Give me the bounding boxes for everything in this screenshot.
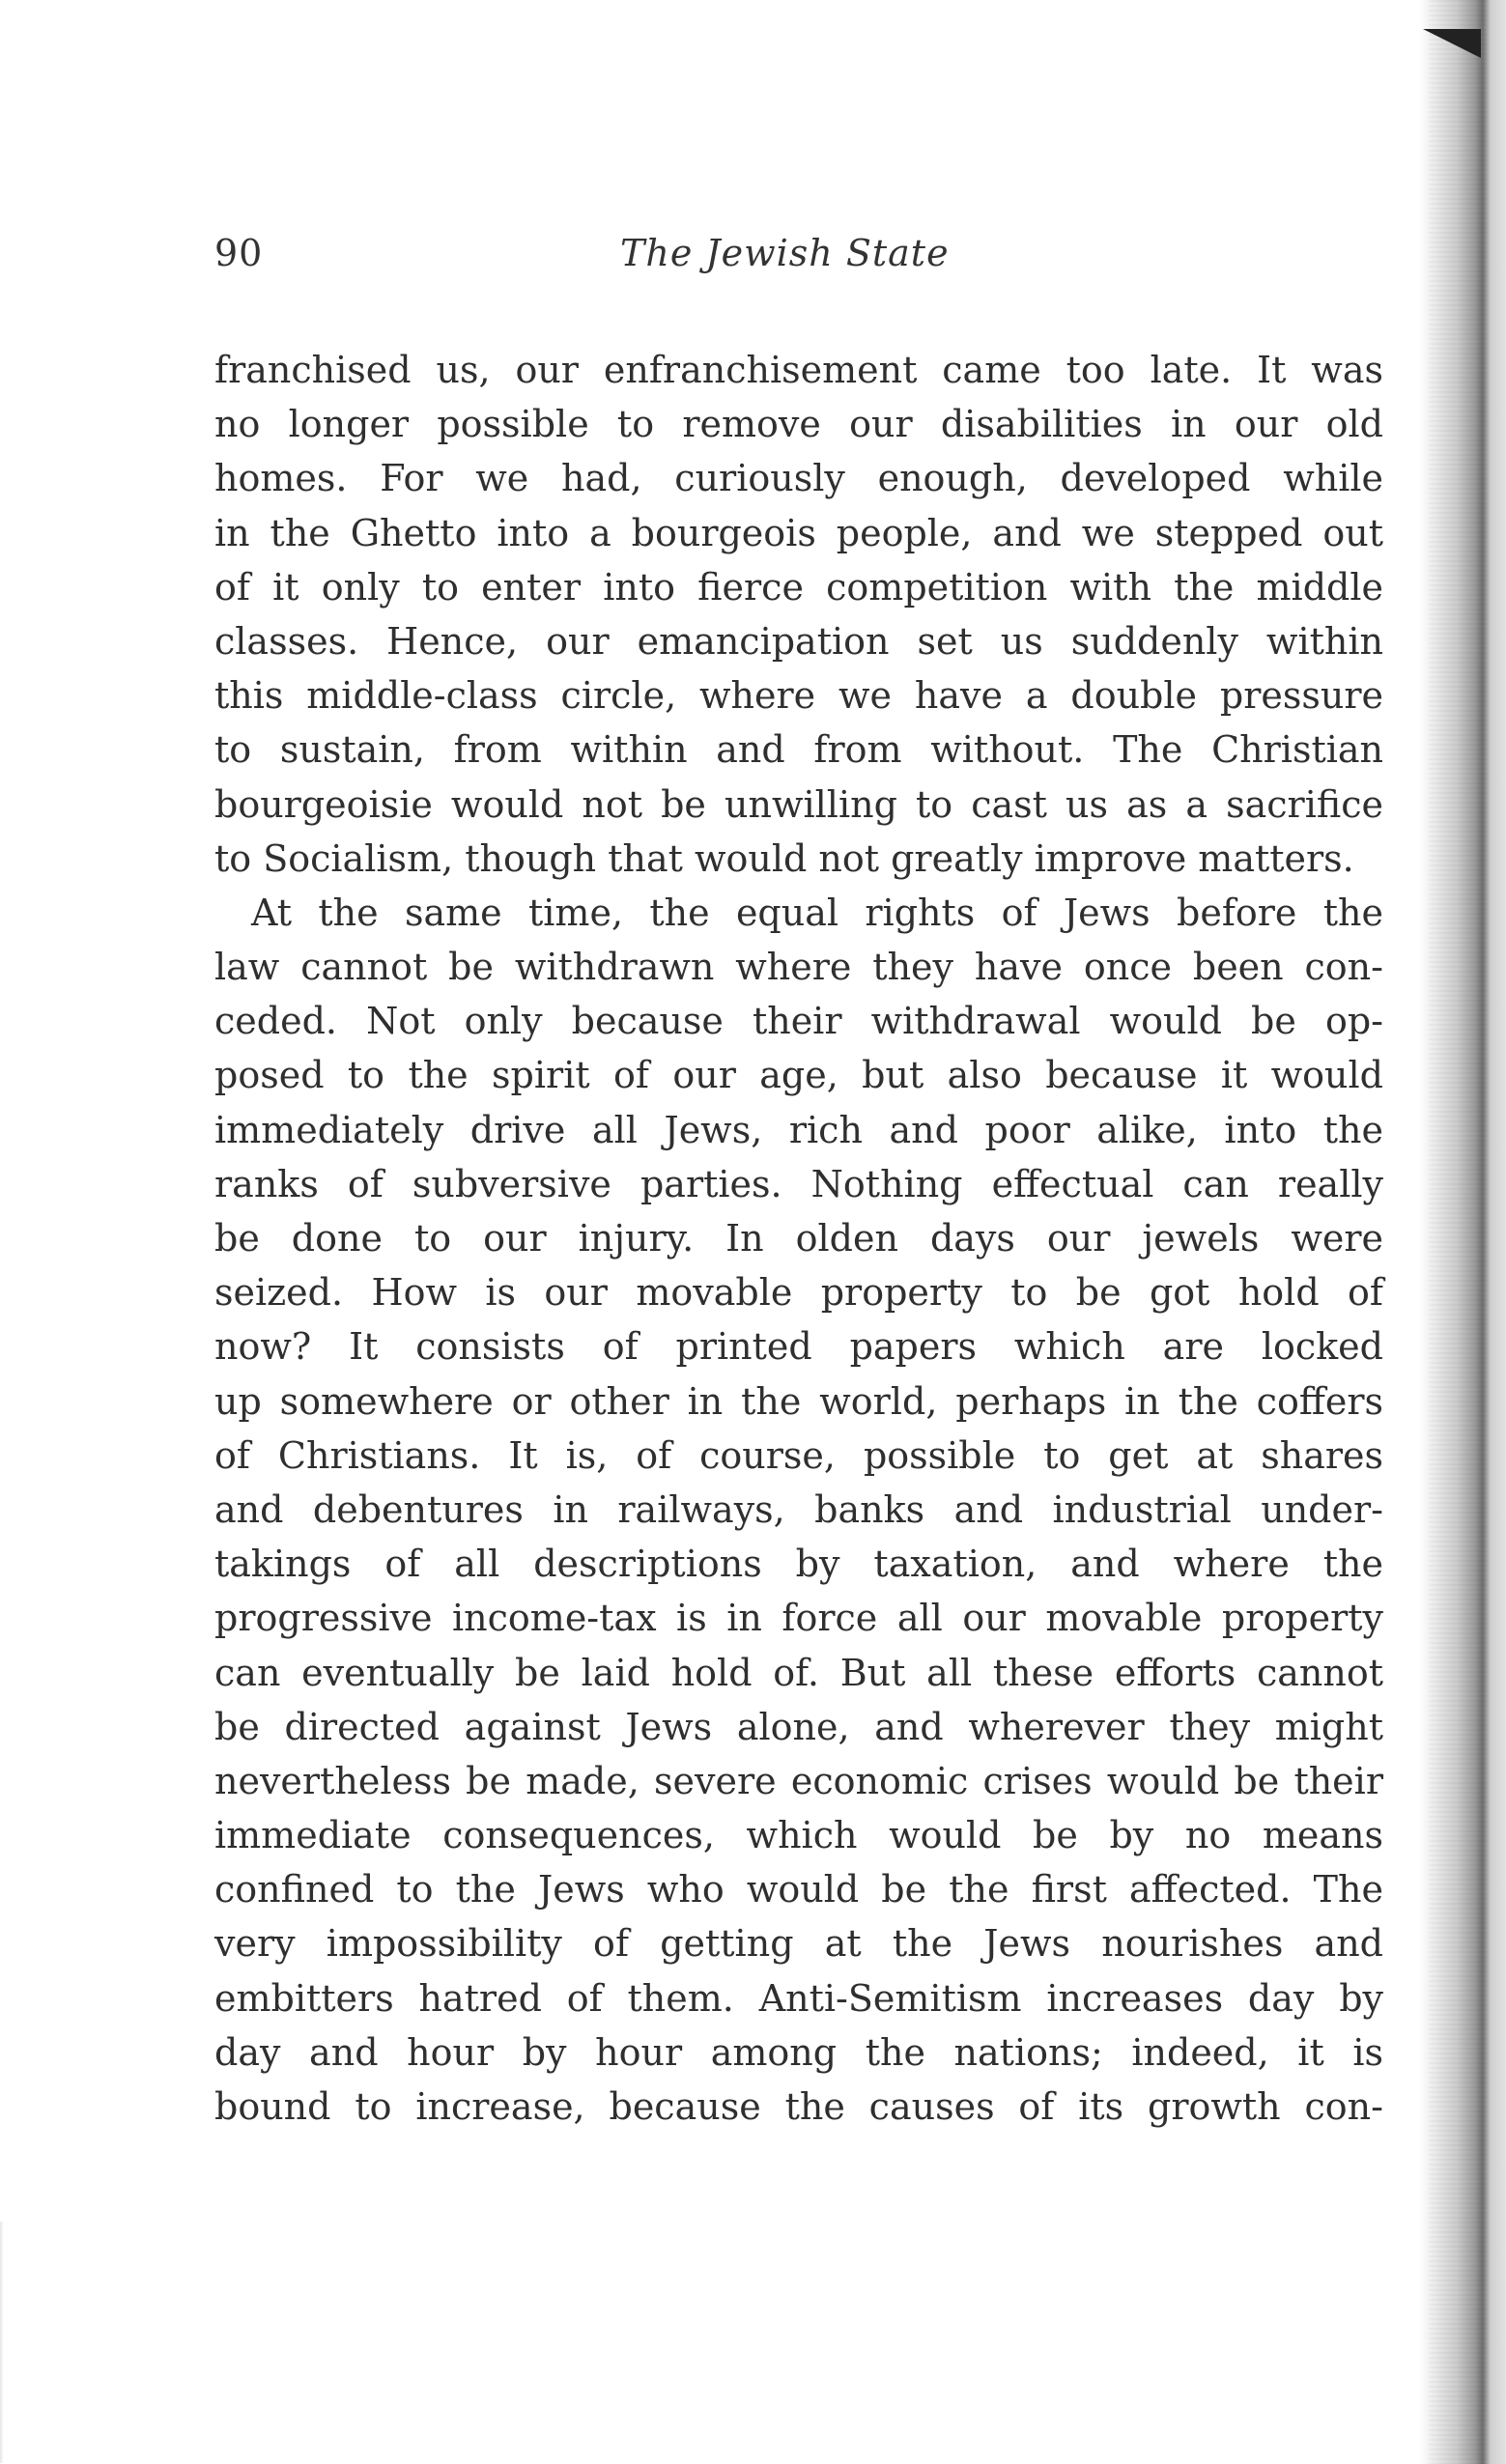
text-line: ranks of subversive parties. Nothing effectual can really (214, 1162, 1383, 1205)
text-line: confined to the Jews who would be the first affected. The (214, 1868, 1383, 1912)
text-line: seized. How is our movable property to be got hold of (214, 1271, 1383, 1315)
page-number: 90 (214, 232, 264, 274)
text-line: homes. For we had, curiously enough, developed while (214, 457, 1383, 500)
text-line: to Socialism, though that would not greatly improve matters. (214, 836, 1354, 880)
text-line: nevertheless be made, severe economic crises would be their (214, 1759, 1383, 1802)
text-line: be directed against Jews alone, and wherever they might (214, 1705, 1383, 1748)
text-line: up somewhere or other in the world, perhaps in the coffers (214, 1379, 1383, 1423)
text-line: bound to increase, because the causes of its growth con- (214, 2085, 1383, 2128)
body-text (214, 343, 1383, 2134)
text-line: of it only to enter into fierce competition with the middle (214, 565, 1383, 609)
text-line: classes. Hence, our emancipation set us suddenly within (214, 619, 1383, 663)
text-line: franchised us, our enfranchisement came too late. It was (214, 349, 1383, 391)
text-line: now? It consists of printed papers which are locked (214, 1325, 1383, 1369)
text-line: be done to our injury. In olden days our jewels were (214, 1217, 1383, 1260)
text-line: can eventually be laid hold of. But all these efforts cannot (214, 1651, 1383, 1694)
text-line: day and hour by hour among the nations; indeed, it is (214, 2030, 1383, 2074)
text-line: of Christians. It is, of course, possible to get at shares (214, 1433, 1383, 1477)
page-corner-mark (1423, 29, 1481, 58)
text-line: to sustain, from within and from without. The Christian (214, 728, 1383, 772)
text-line: immediately drive all Jews, rich and poor alike, into the (214, 1108, 1383, 1151)
text-line: bourgeoisie would not be unwilling to cast us as a sacrifice (214, 782, 1383, 826)
text-line: in the Ghetto into a bourgeois people, and we stepped out (214, 511, 1383, 554)
text-line: At the same time, the equal rights of Jews before the (251, 891, 1383, 934)
gutter-texture (1429, 0, 1487, 2464)
text-line: immediate consequences, which would be by no means (214, 1814, 1383, 1857)
text-line: this middle-class circle, where we have a double pressure (214, 674, 1383, 718)
text-line: progressive income-tax is in force all our movable property (214, 1597, 1383, 1640)
text-line: no longer possible to remove our disabilities in our old (214, 403, 1383, 446)
text-line: ceded. Not only because their withdrawal would be op- (214, 1000, 1383, 1043)
text-line: law cannot be withdrawn where they have once been con- (214, 946, 1383, 989)
text-line: and debentures in railways, banks and industrial under- (214, 1487, 1383, 1531)
text-line: embitters hatred of them. Anti-Semitism increases day by (214, 1976, 1383, 2020)
page-header (214, 232, 1383, 290)
page-edge-shading (0, 2222, 4, 2463)
running-title: The Jewish State (620, 232, 950, 274)
text-line: very impossibility of getting at the Jews nourishes and (214, 1922, 1383, 1966)
text-line: posed to the spirit of our age, but also because it would (214, 1054, 1383, 1097)
text-line: takings of all descriptions by taxation, and where the (214, 1543, 1383, 1586)
